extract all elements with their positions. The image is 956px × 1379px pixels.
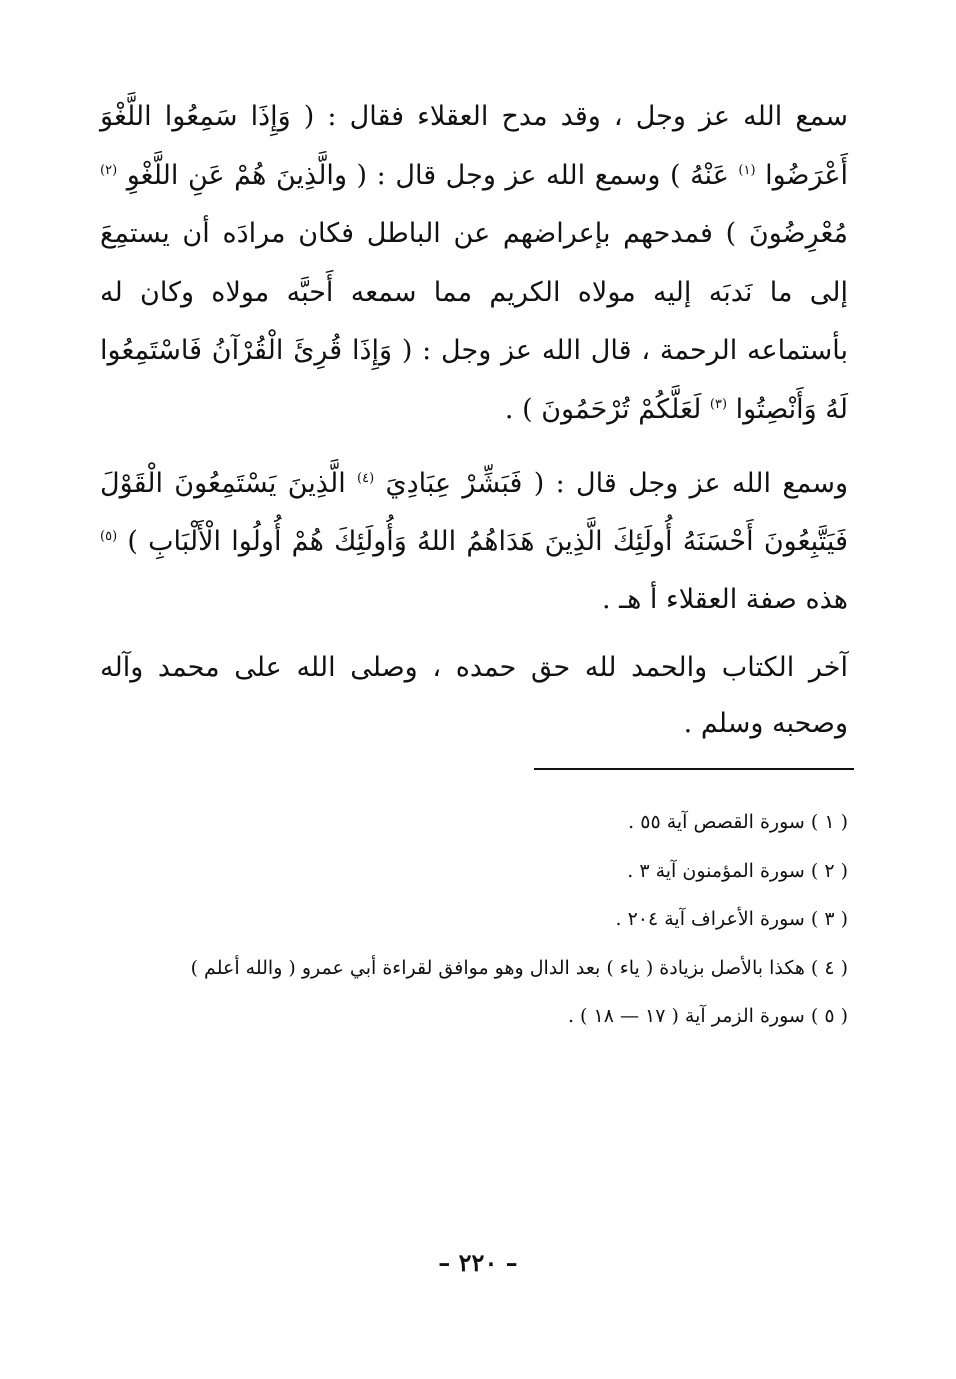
footnote-marker-2: (٢) bbox=[100, 162, 118, 178]
footnote-3: ( ٣ ) سورة الأعراف آية ٢٠٤ . bbox=[615, 908, 848, 930]
footnote-marker-4: (٤) bbox=[357, 471, 375, 486]
footnotes bbox=[100, 798, 848, 1041]
paragraph-closing bbox=[100, 640, 848, 752]
paragraph-2 bbox=[100, 455, 848, 629]
footnote-marker-3: (٣) bbox=[709, 396, 728, 412]
paragraph-1-text: سمع الله عز وجل ، وقد مدح العقلاء فقال : ( وَإِذَا سَمِعُوا اللَّغْوَ أَعْرَضُوا $^{(١)}$ عَنْهُ ) وسمع الله عز وجل قال : ( والَّذِينَ هُمْ عَنِ اللَّغْوِ $^{(٢)}$ مُعْرِضُونَ ) فمدحهم بإعراضهم عن الباطل فكان مرادَه أن يستمِعَ إلى ما نَدبَه إليه مولاه الكريم مما سمعه أَحبَّه مولاه وكان له بأستماعه الرحمة ، قال الله عز وجل : ( وَإِذَا قُرِئَ الْقُرْآنُ فَاسْتَمِعُوا لَهُ وَأَنْصِتُوا $^{(٣)}$ لَعَلَّكُمْ تُرْحَمُونَ ) . bbox=[100, 101, 848, 425]
footnote-5: ( ٥ ) سورة الزمر آية ( ١٧ — ١٨ ) . bbox=[567, 1005, 848, 1027]
footnote-marker-5: (٥) bbox=[100, 529, 118, 544]
footnote-separator bbox=[534, 768, 854, 770]
footnote-4: ( ٤ ) هكذا بالأصل بزيادة ( ياء ) بعد الدال وهو موافق لقراءة أبي عمرو ( والله أعلم ) bbox=[190, 956, 848, 979]
page-number: – ٢٢٠ – bbox=[438, 1248, 518, 1277]
footnote-1: ( ١ ) سورة القصص آية ٥٥ . bbox=[628, 811, 848, 833]
paragraph-closing-text: آخر الكتاب والحمد لله حق حمده ، وصلى الله على محمد وآله وصحبه وسلم . bbox=[100, 652, 848, 739]
footnote-marker-1: (١) bbox=[738, 162, 756, 178]
paragraph-2-text: وسمع الله عز وجل قال : ( فَبَشِّرْ عِبَادِيَ $^{(٤)}$ الَّذِينَ يَسْتَمِعُونَ الْقَوْلَ فَيَتَّبِعُونَ أَحْسَنَهُ أُولَئِكَ الَّذِينَ هَدَاهُمُ اللهُ وَأُولَئِكَ هُمْ أُولُوا الْأَلْبَابِ ) $^{(٥)}$ هذه صفة العقلاء أ هـ . bbox=[100, 468, 848, 615]
footnote-2: ( ٢ ) سورة المؤمنون آية ٣ . bbox=[627, 859, 848, 882]
paragraph-1 bbox=[100, 88, 848, 439]
